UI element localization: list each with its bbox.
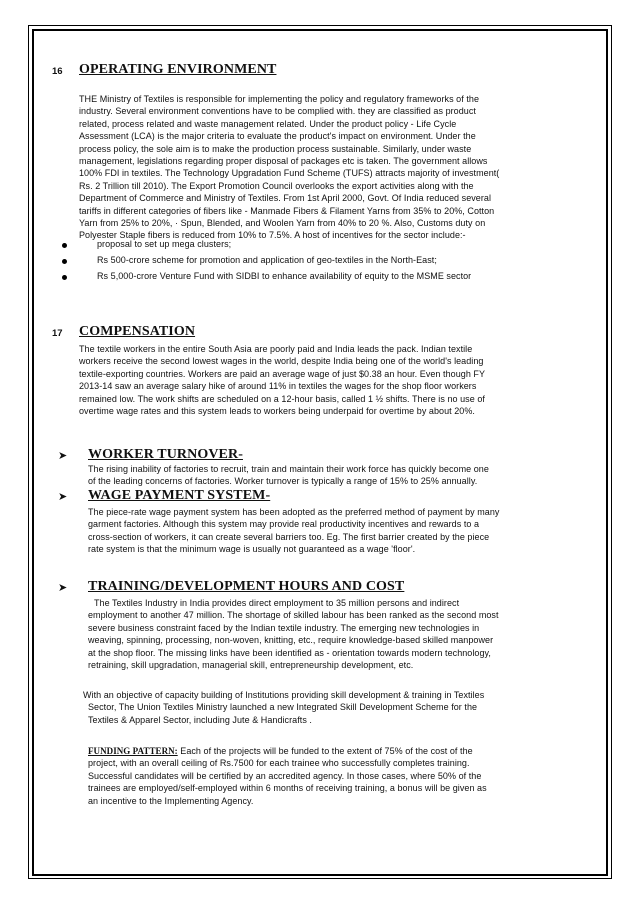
bullet-icon <box>62 243 67 248</box>
compensation-paragraph <box>79 343 599 417</box>
funding-pattern-paragraph <box>88 745 600 807</box>
text-line: process policy, the sole aim is to make the production process sustainable. Similarly, under waste <box>79 143 472 154</box>
text-line: cross-section of workers, it can create several barriers too. Eg. The first barrier created by the piece <box>88 531 490 542</box>
bullet-item: proposal to set up mega clusters; <box>97 239 232 249</box>
text-line: overtime wage rates and this system leads to workers being underpaid for overtime by about 20%. <box>79 406 475 417</box>
bullet-icon <box>62 275 67 280</box>
text-line: The textile workers in the entire South Asia are poorly paid and India leads the pack. Indian textile <box>79 344 473 354</box>
text-line: industry. Several environment conventions have to be complied with. they are classified as product <box>79 106 476 117</box>
section-number-17: 17 <box>52 328 63 339</box>
arrow-bullet-icon: ➤ <box>58 491 68 503</box>
text-line: garment factories. Although this system may provide real productivity incentives and rewards to a <box>88 519 480 530</box>
heading-worker-turnover: WORKER TURNOVER- <box>88 447 243 462</box>
text-line: related, process related and waste management related. Under the product policy - Life Cycle <box>79 118 457 129</box>
text-line: retraining, skill upgradation, managerial skill, entrepreneurship development, etc. <box>88 660 414 671</box>
text-line: an incentive to the Implementing Agency. <box>88 795 254 806</box>
wage-payment-paragraph <box>88 506 600 556</box>
training-paragraph <box>88 597 600 671</box>
worker-turnover-paragraph <box>88 463 600 488</box>
funding-pattern-text: Each of the projects will be funded to the extent of 75% of the cost of the <box>177 746 473 756</box>
text-line: The rising inability of factories to recruit, train and maintain their work force has quickly become one <box>88 464 489 474</box>
text-line: Successful candidates will be certified by an accredited agency. In those cases, where 50% of the <box>88 770 482 781</box>
text-line: of the leading concerns of factories. Worker turnover is typically a range of 15% to 25% annually. <box>88 476 478 487</box>
text-line: 100% FDI in textiles. The Technology Upgradation Fund Scheme (TUFS) attracts majority of investment( <box>79 168 500 179</box>
bullet-item: Rs 500-crore scheme for promotion and application of geo-textiles in the North-East; <box>97 255 437 265</box>
operating-environment-paragraph <box>79 93 599 242</box>
text-line: project, with an overall ceiling of Rs.7500 for each trainee who successfully completes training. <box>88 758 470 769</box>
text-line: employment to another 47 million. The shortage of skilled labour has been ranked as the second most <box>88 610 499 621</box>
heading-training-development: TRAINING/DEVELOPMENT HOURS AND COST <box>88 579 405 594</box>
text-line: The piece-rate wage payment system has been adopted as the preferred method of payment by many <box>88 507 500 517</box>
text-line: Yarn from 25% to 20%, · Spun, Blended, and Woolen Yarn from 40% to 20 %. Also, Customs duty on <box>79 218 486 229</box>
text-line: remained low. The work shifts are scheduled on a 12-hour basis, called 1 ½ shifts. There is no use of <box>79 393 485 404</box>
funding-pattern-label: FUNDING PATTERN: <box>88 746 178 756</box>
text-line: textile-exporting countries. Workers are paid an average wage of just $0.38 an hour. Even though FY <box>79 368 486 379</box>
arrow-bullet-icon: ➤ <box>58 582 68 594</box>
text-line: Department of Commerce and Ministry of Textiles. From 1st April 2000, Govt. Of India reduced several <box>79 193 492 204</box>
skill-development-paragraph <box>83 689 600 726</box>
text-line: Textiles & Apparel Sector, including Jute & Handicrafts . <box>88 714 312 725</box>
text-line: trainees are employed/self-employed within 6 months of receiving training, a bonus will be given as <box>88 783 487 794</box>
text-line: Rs. 2 Trillion till 2010). The Export Promotion Council overlooks the export activities along with the <box>79 180 474 191</box>
text-line: Sector, The Union Textiles Ministry launched a new Integrated Skill Development Scheme for the <box>88 702 478 713</box>
text-line: Polyester Staple fibers is reduced from 10% to 7.5%. A host of incentives for the sector include:- <box>79 230 466 241</box>
heading-operating-environment: OPERATING ENVIRONMENT <box>79 62 277 77</box>
heading-compensation: COMPENSATION <box>79 324 196 339</box>
text-line: THE Ministry of Textiles is responsible for implementing the policy and regulatory frameworks of the <box>79 94 479 104</box>
text-line <box>88 745 600 757</box>
text-line: management, legislations regarding proper disposal of packages etc is taken. The government allows <box>79 156 488 167</box>
bullet-item: Rs 5,000-crore Venture Fund with SIDBI to enhance availability of equity to the MSME sector <box>97 271 472 281</box>
arrow-bullet-icon: ➤ <box>58 450 68 462</box>
text-line: rate system is that the minimum wage is usually not guaranteed as a wage 'floor'. <box>88 544 416 555</box>
text-line: at the shop floor. The missing links have been identified as - orientation towards modern technology, <box>88 647 491 658</box>
text-line: The Textiles Industry in India provides direct employment to 35 million persons and indirect <box>94 598 460 608</box>
text-line: With an objective of capacity building of Institutions providing skill development & training in Textiles <box>83 690 485 700</box>
text-line: workers receive the second lowest wages in the world, despite India being one of the world's leading <box>79 356 484 367</box>
heading-wage-payment-system: WAGE PAYMENT SYSTEM- <box>88 488 271 503</box>
bullet-icon <box>62 259 67 264</box>
text-line: severe business constraint faced by the Indian textile industry. The emerging new technologies in <box>88 622 480 633</box>
text-line: Assessment (LCA) is the major criteria to evaluate the product's impact on environment. Under the <box>79 131 476 142</box>
section-number-16: 16 <box>52 66 63 77</box>
text-line: tariffs in different categories of fibers like - Manmade Fibers & Filament Yarns from 35% to 20%, Cotton <box>79 205 495 216</box>
text-line: 2013-14 saw an average salary hike of around 11% in textiles the wages for the shop floor workers <box>79 381 477 392</box>
text-line: weaving, spinning, processing, non-woven, knitting, etc., require knowledge-based skilled manpower <box>88 635 494 646</box>
